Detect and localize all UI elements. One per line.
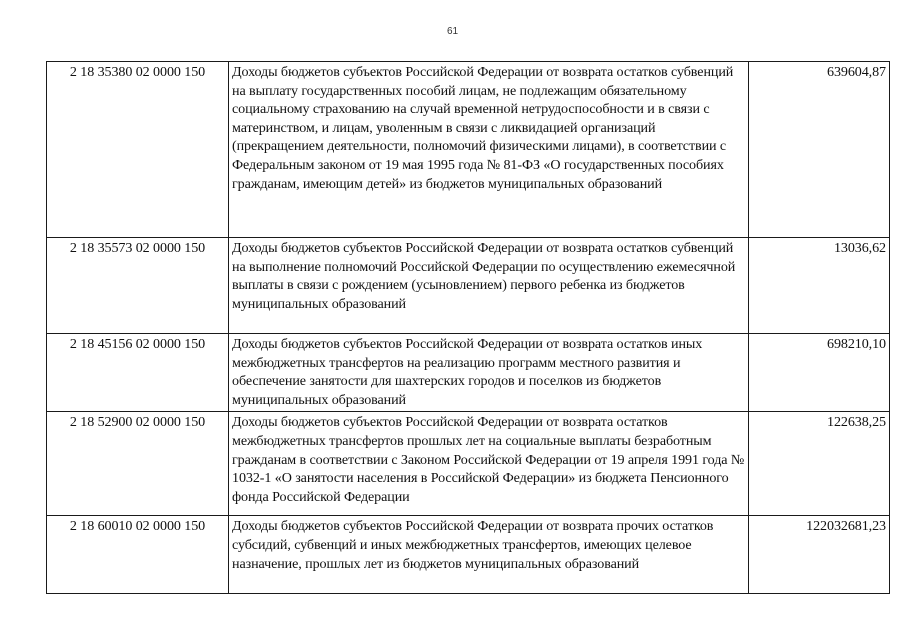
budget-classification-code: 2 18 35573 02 0000 150 (47, 238, 229, 334)
budget-classification-code: 2 18 52900 02 0000 150 (47, 412, 229, 516)
revenue-description: Доходы бюджетов субъектов Российской Федерации от возврата остатков иных межбюджетных трансфертов на реализацию программ местного развития и обеспечение занятости для шахтерских городов и поселков из бюджетов муниципальных образований (229, 334, 749, 412)
revenue-amount: 122032681,23 (749, 516, 890, 594)
page-number: 61 (446, 26, 459, 37)
revenue-description: Доходы бюджетов субъектов Российской Федерации от возврата остатков субвенций на выплату государственных пособий лицам, не подлежащим обязательному социальному страхованию на случай временной нетрудоспособности и в связи с материнством, и лицам, уволенным в связи с ликвидацией организаций (прекращением деятельности, полномочий физическими лицами), в соответствии с Федеральным законом от 19 мая 1995 года № 81-ФЗ «О государственных пособиях гражданам, имеющим детей» из бюджетов муниципальных образований (229, 62, 749, 238)
budget-classification-code: 2 18 45156 02 0000 150 (47, 334, 229, 412)
revenue-description: Доходы бюджетов субъектов Российской Федерации от возврата остатков субвенций на выполнение полномочий Российской Федерации по осуществлению ежемесячной выплаты в связи с рождением (усыновлением) первого ребенка из бюджетов муниципальных образований (229, 238, 749, 334)
budget-classification-code: 2 18 60010 02 0000 150 (47, 516, 229, 594)
revenue-amount: 13036,62 (749, 238, 890, 334)
table-row (47, 62, 890, 238)
budget-classification-code: 2 18 35380 02 0000 150 (47, 62, 229, 238)
table-row (47, 334, 890, 412)
revenue-amount: 122638,25 (749, 412, 890, 516)
revenue-description: Доходы бюджетов субъектов Российской Федерации от возврата прочих остатков субсидий, субвенций и иных межбюджетных трансфертов, имеющих целевое назначение, прошлых лет из бюджетов муниципальных образований (229, 516, 749, 594)
revenue-amount: 639604,87 (749, 62, 890, 238)
table-row (47, 412, 890, 516)
budget-revenue-table (46, 61, 890, 594)
table-row (47, 238, 890, 334)
revenue-amount: 698210,10 (749, 334, 890, 412)
revenue-description: Доходы бюджетов субъектов Российской Федерации от возврата остатков межбюджетных трансфертов прошлых лет на социальные выплаты безработным гражданам в соответствии с Законом Российской Федерации от 19 апреля 1991 года № 1032-1 «О занятости населения в Российской Федерации» из бюджета Пенсионного фонда Российской Федерации (229, 412, 749, 516)
table-row (47, 516, 890, 594)
